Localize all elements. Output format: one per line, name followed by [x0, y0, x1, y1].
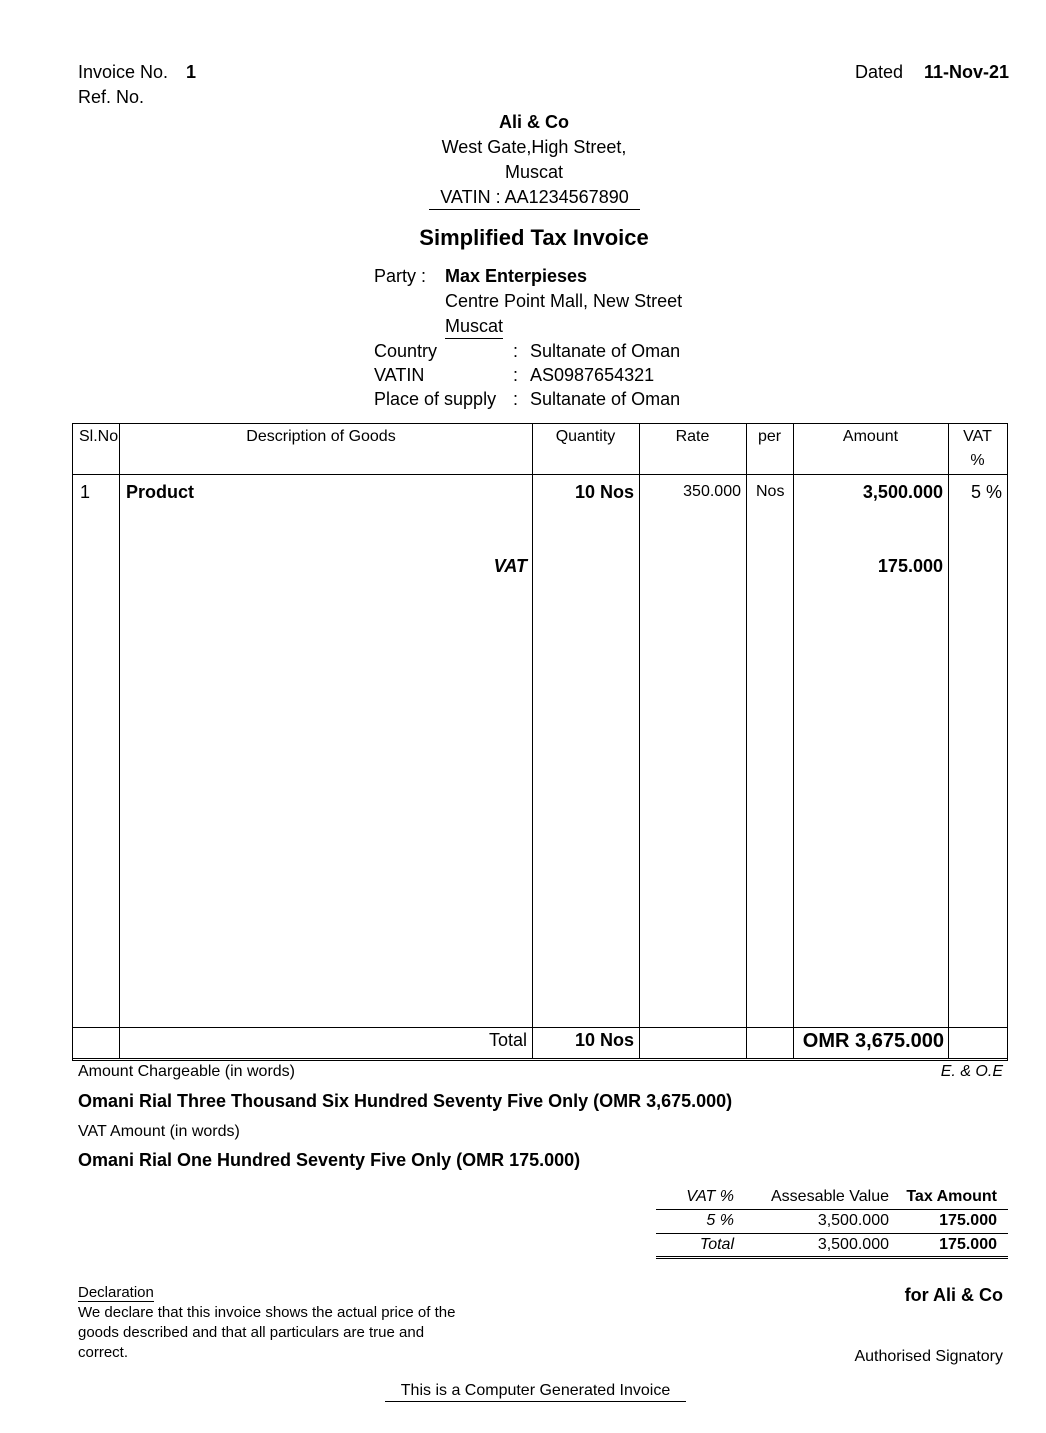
summary-header-tax: Tax Amount — [906, 1188, 997, 1205]
party-place-value: Sultanate of Oman — [530, 389, 681, 409]
vat-words: Omani Rial One Hundred Seventy Five Only (OMR 175.000) — [78, 1150, 581, 1170]
total-amount: OMR 3,675.000 — [802, 1030, 944, 1052]
vat-row-amount: 175.000 — [877, 556, 943, 576]
party-address-2: Muscat — [445, 316, 503, 339]
row-rate: 350.000 — [683, 483, 741, 500]
party-address-1: Centre Point Mall, New Street — [445, 291, 683, 311]
dated-label: Dated — [855, 62, 904, 82]
declaration-line-3: correct. — [78, 1344, 129, 1361]
header-vat: VAT — [963, 428, 992, 445]
declaration-line-2: goods described and that all particulars are true and — [78, 1324, 425, 1341]
party-vatin-sep: : — [513, 365, 519, 385]
invoice-no-label: Invoice No. — [78, 62, 169, 82]
amount-words: Omani Rial Three Thousand Six Hundred Seventy Five Only (OMR 3,675.000) — [78, 1091, 733, 1111]
for-company: for Ali & Co — [904, 1285, 1003, 1305]
header-amount: Amount — [842, 428, 899, 445]
eoe-label: E. & O.E — [940, 1063, 1003, 1080]
total-label: Total — [488, 1030, 527, 1050]
ref-no-label: Ref. No. — [78, 87, 145, 107]
vat-row-label: VAT — [493, 556, 527, 576]
computer-generated-note: This is a Computer Generated Invoice — [385, 1382, 686, 1402]
party-vatin-label: VATIN — [374, 365, 425, 385]
party-country-sep: : — [513, 341, 519, 361]
header-quantity: Quantity — [555, 428, 616, 445]
row-slno: 1 — [80, 482, 91, 502]
total-quantity: 10 Nos — [574, 1030, 634, 1050]
row-vat: 5 % — [970, 482, 1002, 502]
summary-header-assessable: Assesable Value — [771, 1188, 889, 1205]
summary-row-tax: 175.000 — [939, 1212, 997, 1229]
header-slno: Sl.No — [79, 428, 119, 445]
vat-words-label: VAT Amount (in words) — [78, 1123, 240, 1140]
authorised-signatory: Authorised Signatory — [854, 1348, 1003, 1365]
company-name: Ali & Co — [499, 112, 569, 132]
party-name: Max Enterpieses — [445, 266, 588, 286]
party-place-sep: : — [513, 389, 519, 409]
row-amount: 3,500.000 — [862, 482, 943, 502]
declaration-line-1: We declare that this invoice shows the actual price of the — [78, 1304, 456, 1321]
header-description: Description of Goods — [246, 428, 396, 445]
header-per: per — [757, 428, 782, 445]
summary-total-assessable: 3,500.000 — [817, 1236, 889, 1253]
summary-total-tax: 175.000 — [939, 1236, 997, 1253]
row-description: Product — [126, 482, 195, 502]
row-per: Nos — [756, 483, 785, 500]
summary-header-vat: VAT % — [686, 1188, 734, 1205]
company-address-1: West Gate,High Street, — [441, 137, 627, 157]
summary-row-assessable: 3,500.000 — [817, 1212, 889, 1229]
summary-row-vat: 5 % — [706, 1212, 734, 1229]
company-vatin: VATIN : AA1234567890 — [429, 187, 640, 210]
company-address-2: Muscat — [504, 162, 564, 182]
invoice-no: 1 — [186, 62, 197, 82]
party-vatin-value: AS0987654321 — [530, 365, 655, 385]
summary-total-label: Total — [699, 1236, 734, 1253]
declaration-title: Declaration — [78, 1284, 154, 1301]
amount-words-label: Amount Chargeable (in words) — [78, 1063, 295, 1080]
party-label: Party : — [374, 266, 427, 286]
row-quantity: 10 Nos — [574, 482, 634, 502]
party-country-label: Country — [374, 341, 438, 361]
header-vat-percent: % — [970, 452, 985, 469]
header-rate: Rate — [675, 428, 710, 445]
party-place-label: Place of supply — [374, 389, 497, 409]
document-title: Simplified Tax Invoice — [419, 225, 649, 250]
party-country-value: Sultanate of Oman — [530, 341, 681, 361]
dated-value: 11-Nov-21 — [924, 62, 1010, 82]
